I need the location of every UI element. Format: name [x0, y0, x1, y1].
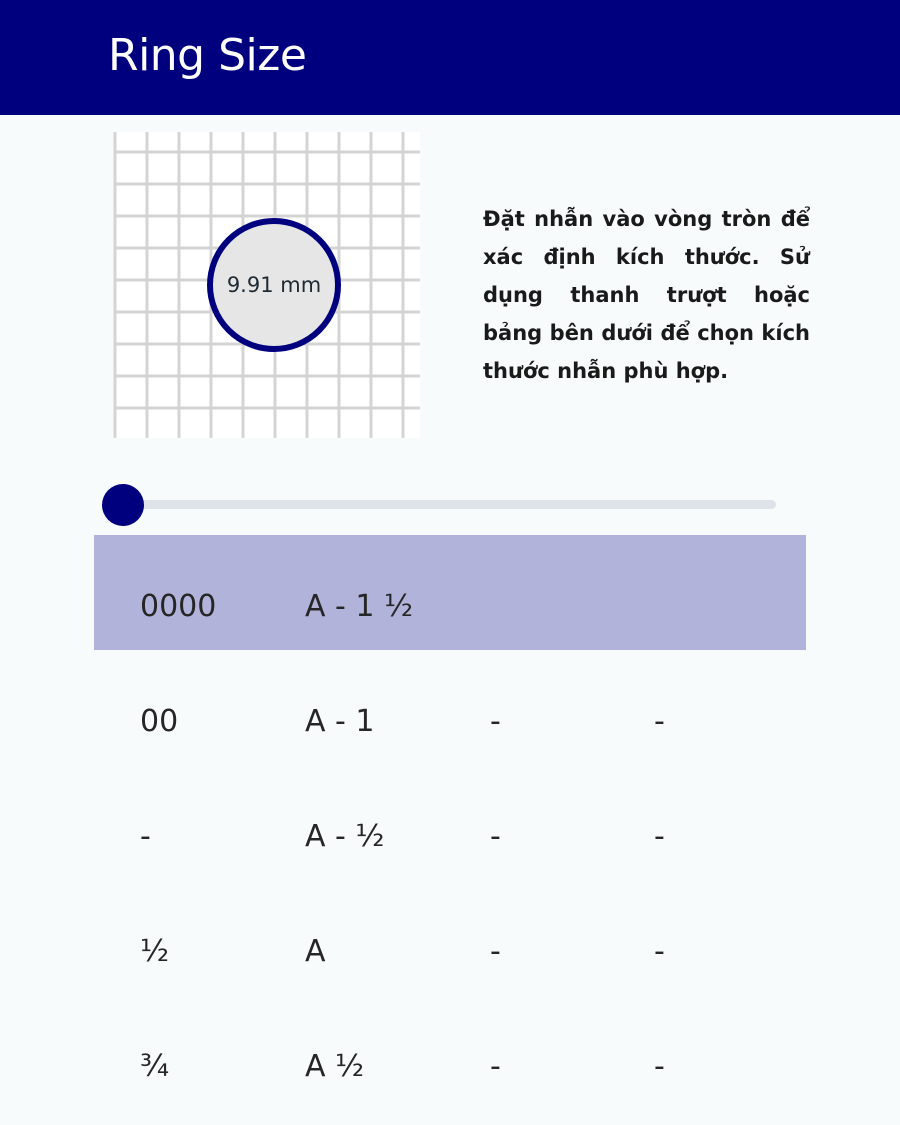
cell-au-gb: A [305, 934, 326, 969]
cell-jp-cn: - [654, 1049, 665, 1084]
cell-au-gb: A - ½ [305, 819, 385, 854]
cell-jp-cn: - [654, 934, 665, 969]
ring-circle [207, 218, 341, 352]
app-title: Ring Size [108, 30, 307, 81]
ring-preview-grid [114, 132, 420, 438]
table-row[interactable] [94, 895, 806, 1010]
table-row[interactable] [94, 665, 806, 780]
size-slider-thumb[interactable] [102, 484, 144, 526]
cell-eu-ios: - [490, 704, 501, 739]
cell-eu-ios: - [490, 934, 501, 969]
table-row-selected[interactable] [94, 535, 806, 650]
cell-usa: 0000 [140, 589, 217, 624]
cell-usa: 00 [140, 704, 179, 739]
table-row[interactable] [94, 1010, 806, 1125]
cell-au-gb: A - 1 ½ [305, 589, 414, 624]
cell-jp-cn: - [654, 819, 665, 854]
cell-au-gb: A - 1 [305, 704, 375, 739]
cell-jp-cn: - [654, 704, 665, 739]
ring-diameter-label: 9.91 mm [226, 273, 322, 297]
cell-usa: - [140, 819, 151, 854]
cell-usa: ¾ [140, 1049, 170, 1084]
size-table-list[interactable] [94, 589, 806, 1125]
cell-au-gb: A ½ [305, 1049, 365, 1084]
cell-eu-ios: - [490, 819, 501, 854]
instructions-text: Đặt nhẫn vào vòng tròn để xác định kích thước. Sử dụng thanh trượt hoặc bảng bên dưới để chọn kích thước nhẫn phù hợp. [483, 207, 810, 383]
cell-usa: ½ [140, 934, 170, 969]
size-slider-track[interactable] [124, 500, 776, 509]
app-bar [0, 0, 900, 115]
table-row[interactable] [94, 780, 806, 895]
cell-eu-ios: - [490, 1049, 501, 1084]
